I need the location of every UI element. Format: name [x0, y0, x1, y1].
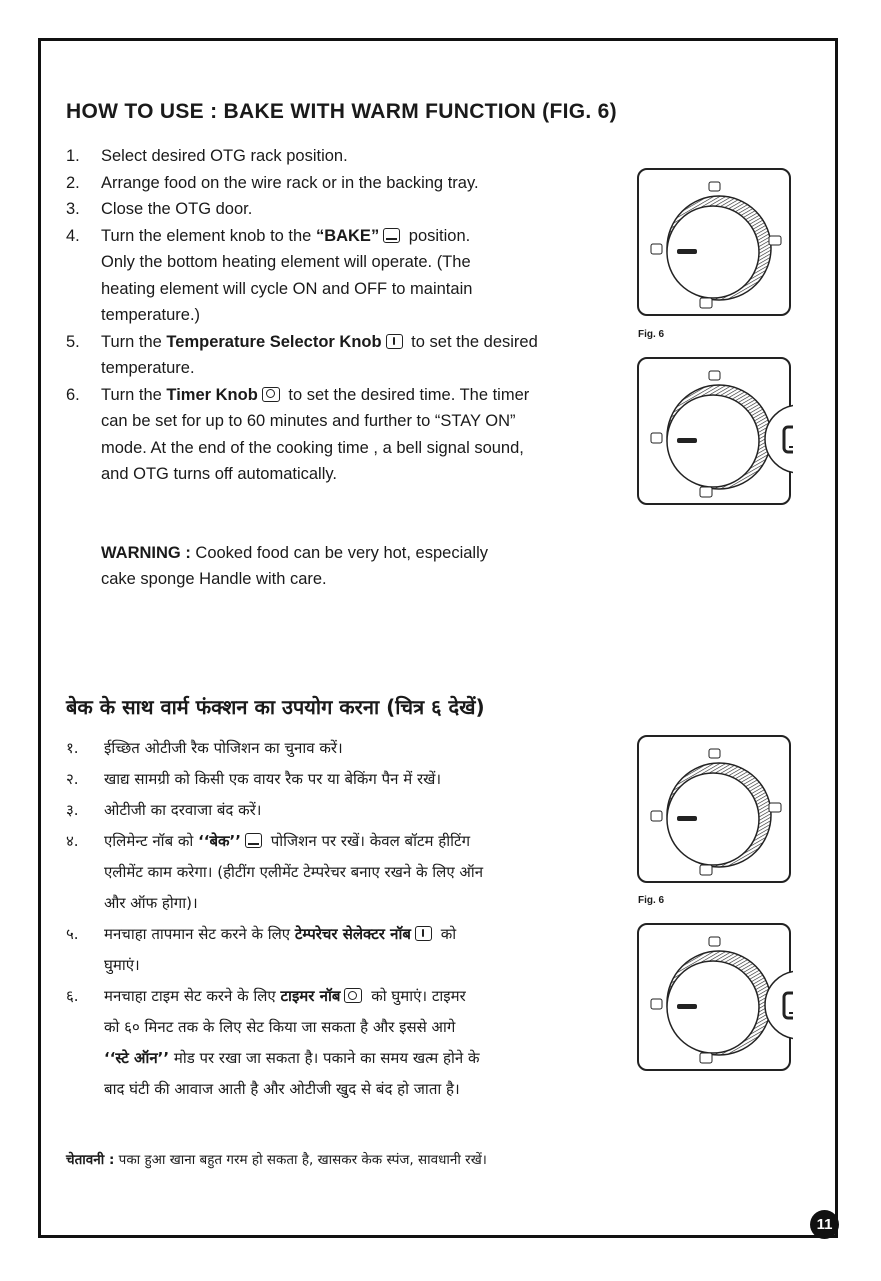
step-item: 4. Turn the element knob to the “BAKE” position. Only the bottom heating element will operate. (The heating element will cycle ON and OFF to maintain temperature.): [66, 226, 473, 324]
knob-diagram-element: [637, 735, 791, 883]
step-item: ४. एलिमेन्ट नॉब को ‘‘बेक’’ पोजिशन पर रखें। केवल बॉटम हीटिंग एलीमेंट काम करेगा। (हीटींग एलीमेंट टेम्परेचर बनाए रखने के लिए ऑन और ऑफ होगा)।: [66, 832, 484, 912]
hindi-steps: [66, 733, 626, 1105]
english-warning: WARNING : Cooked food can be very hot, especially cake sponge Handle with care.: [101, 544, 489, 588]
step-item: 3. Close the OTG door.: [66, 200, 253, 218]
knob-diagram-element: [637, 168, 791, 316]
step-item: १. ईच्छित ओटीजी रैक पोजिशन का चुनाव करें।: [66, 739, 343, 757]
step-item: ३. ओटीजी का दरवाजा बंद करें।: [66, 801, 262, 819]
thermometer-icon: [386, 334, 403, 349]
step-item: 5. Turn the Temperature Selector Knob to set the desired temperature.: [66, 332, 538, 377]
english-title: HOW TO USE : BAKE WITH WARM FUNCTION (FIG. 6): [66, 100, 617, 123]
step-item: ५. मनचाहा तापमान सेट करने के लिए टेम्परेचर सेलेक्टर नॉब को घुमाएं।: [66, 925, 457, 974]
element-knob-icon: [639, 170, 793, 318]
element-knob-icon: [639, 737, 793, 885]
figure-label: Fig. 6: [638, 329, 665, 340]
bake-icon: [245, 833, 262, 848]
step-item: २. खाद्य सामग्री को किसी एक वायर रैक पर या बेकिंग पैन में रखें।: [66, 770, 442, 788]
step-item: 1. Select desired OTG rack position.: [66, 147, 348, 165]
knob-diagram-bake: [637, 923, 791, 1071]
step-item: 6. Turn the Timer Knob to set the desired time. The timer can be set for up to 60 minutes and further to “STAY ON” mode. At the end of the cooking time , a bell signal sound, and OTG turns off automatically.: [66, 385, 530, 483]
step-item: 2. Arrange food on the wire rack or in the backing tray.: [66, 173, 479, 192]
timer-icon: [262, 387, 280, 402]
figure-label: Fig. 6: [638, 895, 665, 906]
bake-knob-icon: [639, 359, 793, 507]
hindi-warning: चेतावनी : पका हुआ खाना बहुत गरम हो सकता है, खासकर केक स्पंज, सावधानी रखें।: [66, 1152, 487, 1168]
bake-icon: [383, 228, 400, 243]
hindi-title: बेक के साथ वार्म फंक्शन का उपयोग करना (चित्र ६ देखें): [66, 695, 485, 719]
thermometer-icon: [415, 926, 432, 941]
english-steps: [66, 143, 626, 488]
page-number: 11: [810, 1210, 839, 1239]
bake-knob-icon: [639, 925, 793, 1073]
step-item: ६. मनचाहा टाइम सेट करने के लिए टाइमर नॉब को घुमाएं। टाइमर को ६० मिनट तक के लिए सेट किया जा सकता है और इससे आगे ‘‘स्टे ऑन’’ मोड पर रखा जा सकता है। पकाने का समय खत्म होने के बाद घंटी की आवाज आती है और ओटीजी खुद से बंद हो जाता है।: [66, 987, 480, 1098]
timer-icon: [344, 988, 362, 1003]
knob-diagram-bake: [637, 357, 791, 505]
